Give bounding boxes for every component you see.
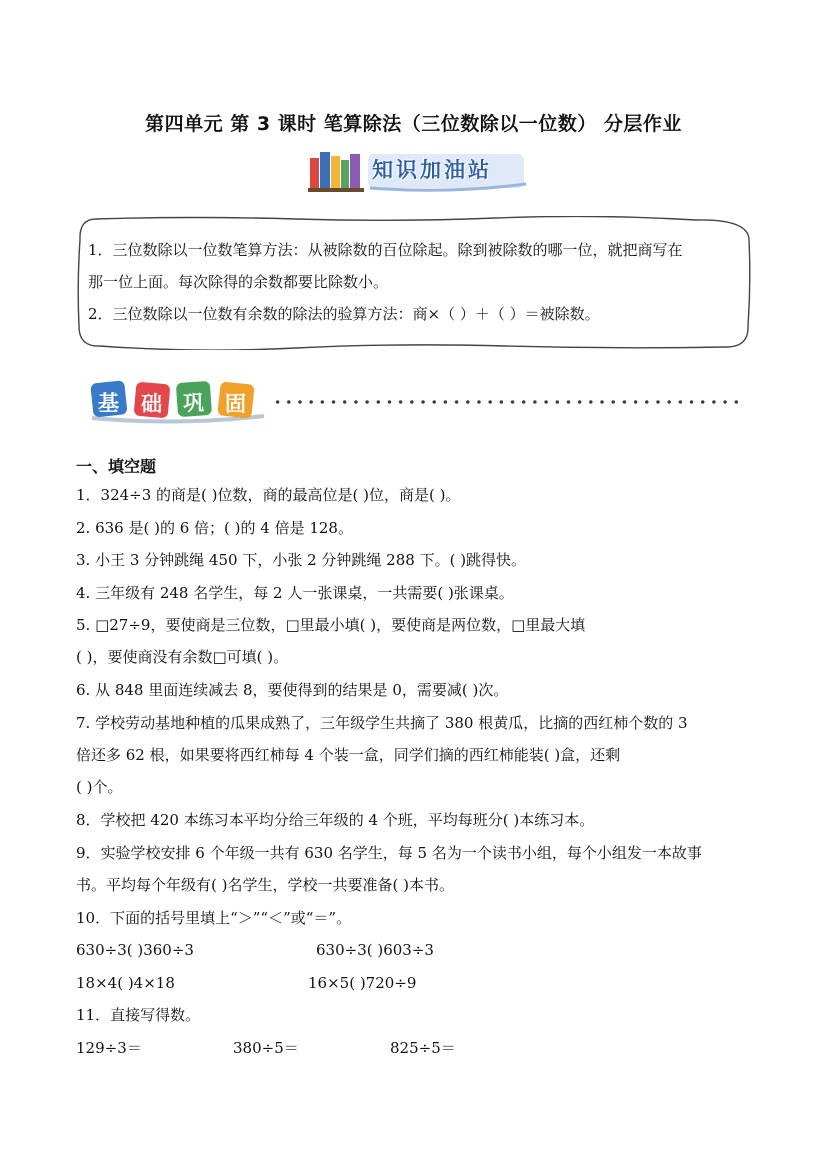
- knowledge-box: [76, 216, 752, 350]
- question-3: 3. 小王 3 分钟跳绳 450 下，小张 2 分钟跳绳 288 下。( )跳得快。: [76, 551, 527, 569]
- question-6: 6. 从 848 里面连续减去 8，要使得到的结果是 0，需要减( )次。: [76, 681, 509, 699]
- knowledge-station-badge: [308, 148, 530, 196]
- question-5-line-1: 5. □27÷9，要使商是三位数，□里最小填( )，要使商是两位数，□里最大填: [76, 616, 586, 634]
- badge-char-1: 基: [98, 391, 119, 415]
- question-4: 4. 三年级有 248 名学生，每 2 人一张课桌，一共需要( )张课桌。: [76, 584, 514, 602]
- question-7-line-2: 倍还多 62 根，如果要将西红柿每 4 个装一盒，同学们摘的西红柿能装( )盒，还剩: [76, 746, 621, 764]
- question-8: 8．学校把 420 本练习本平均分给三年级的 4 个班，平均每班分( )本练习本。: [76, 811, 595, 829]
- question-7-line-3: ( )个。: [76, 778, 123, 796]
- badge-char-3: 巩: [183, 391, 204, 415]
- question-1: 1．324÷3 的商是( )位数，商的最高位是( )位，商是( )。: [76, 486, 461, 504]
- compare-2: 630÷3( )603÷3: [316, 941, 434, 959]
- section-title: 一、填空题: [76, 457, 157, 476]
- dotted-divider: [272, 400, 742, 404]
- compare-3: 18×4( )4×18: [76, 974, 175, 992]
- direct-calc-2: 380÷5＝: [233, 1039, 299, 1057]
- question-2: 2. 636 是( )的 6 倍；( )的 4 倍是 128。: [76, 519, 353, 537]
- consolidation-badge: [88, 378, 268, 426]
- knowledge-line-3: 2．三位数除以一位数有余数的除法的验算方法：商×（ ）＋（ ）＝被除数。: [88, 305, 600, 323]
- question-5-line-2: ( )，要使商没有余数□可填( )。: [76, 648, 289, 666]
- knowledge-line-2: 那一位上面。每次除得的余数都要比除数小。: [88, 273, 389, 291]
- direct-calc-1: 129÷3＝: [76, 1039, 142, 1057]
- badge-char-4: 固: [225, 392, 246, 416]
- question-11: 11．直接写得数。: [76, 1006, 201, 1024]
- question-7-line-1: 7. 学校劳动基地种植的瓜果成熟了，三年级学生共摘了 380 根黄瓜，比摘的西红柿个数的 3: [76, 714, 688, 732]
- question-9-line-1: 9．实验学校安排 6 个年级一共有 630 名学生，每 5 名为一个读书小组，每个小组发一本故事: [76, 844, 702, 862]
- badge-char-2: 础: [141, 392, 162, 416]
- knowledge-badge-text: 知识加油站: [372, 158, 492, 182]
- knowledge-line-1: 1．三位数除以一位数笔算方法：从被除数的百位除起。除到被除数的哪一位，就把商写在: [88, 241, 683, 259]
- question-10: 10．下面的括号里填上“＞”“＜”或“＝”。: [76, 909, 352, 927]
- page-title: 第四单元 第 3 课时 笔算除法（三位数除以一位数） 分层作业: [145, 113, 682, 135]
- question-9-line-2: 书。平均每个年级有( )名学生，学校一共要准备( )本书。: [76, 876, 454, 894]
- compare-4: 16×5( )720÷9: [308, 974, 417, 992]
- compare-1: 630÷3( )360÷3: [76, 941, 194, 959]
- direct-calc-3: 825÷5＝: [390, 1039, 456, 1057]
